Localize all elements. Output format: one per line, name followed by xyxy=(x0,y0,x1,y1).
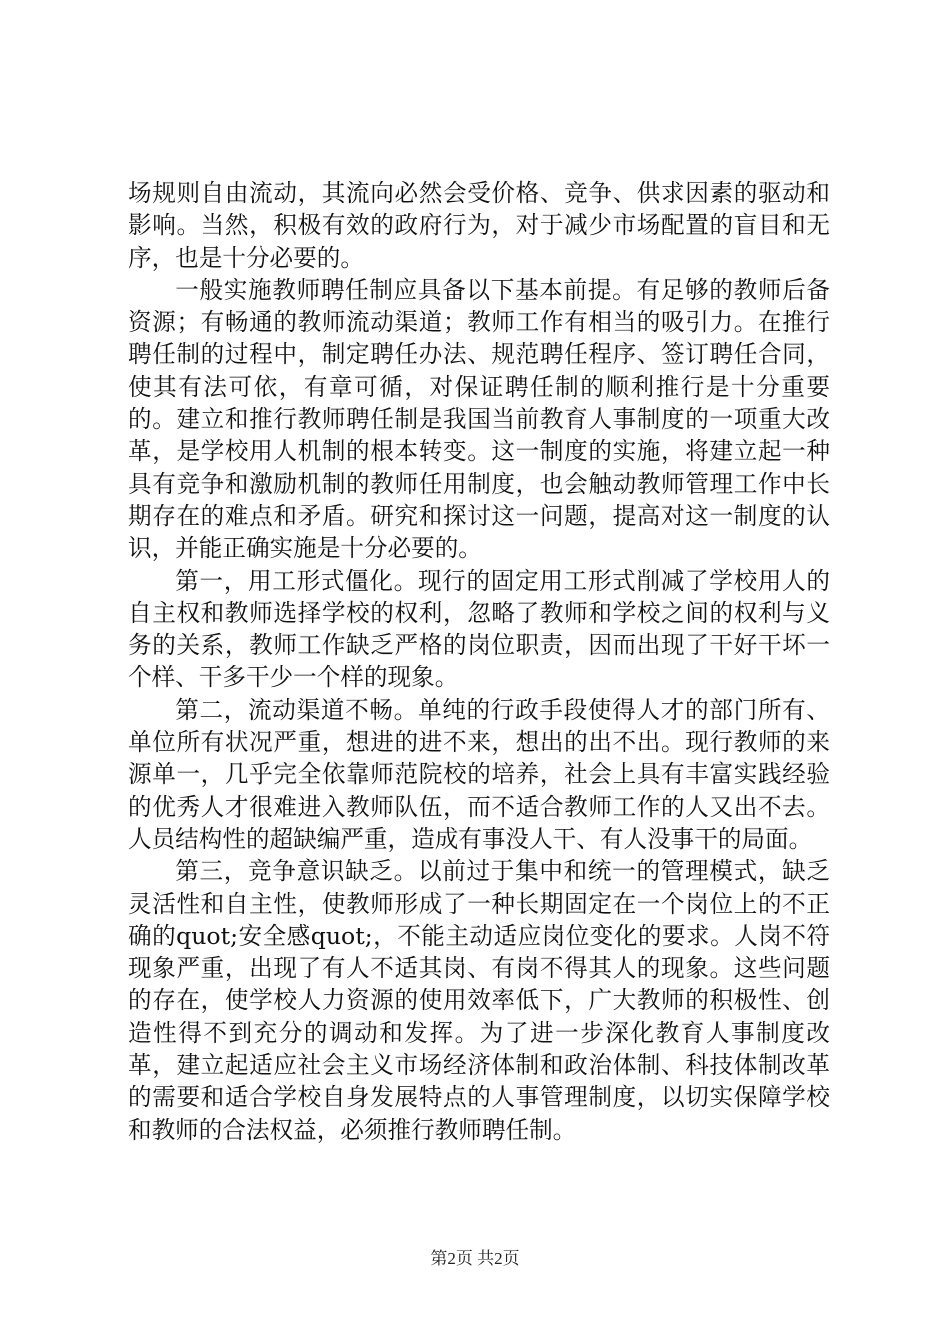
document-body xyxy=(128,177,830,1146)
paragraph-third-point: 第三，竞争意识缺乏。以前过于集中和统一的管理模式，缺乏灵活性和自主性，使教师形成了一种长期固定在一个岗位上的不正确的quot;安全感quot;，不能主动适应岗位变化的要求。人岗不符现象严重，出现了有人不适其岗、有岗不得其人的现象。这些问题的存在，使学校人力资源的使用效率低下，广大教师的积极性、创造性得不到充分的调动和发挥。为了进一步深化教育人事制度改革，建立起适应社会主义市场经济体制和政治体制、科技体制改革的需要和适合学校自身发展特点的人事管理制度，以切实保障学校和教师的合法权益，必须推行教师聘任制。 xyxy=(128,857,830,1144)
paragraph-continuation: 场规则自由流动，其流向必然会受价格、竞争、供求因素的驱动和影响。当然，积极有效的政府行为，对于减少市场配置的盲目和无序，也是十分必要的。 xyxy=(128,179,830,272)
paragraph-second-point: 第二，流动渠道不畅。单纯的行政手段使得人才的部门所有、单位所有状况严重，想进的进不来，想出的出不出。现行教师的来源单一，几乎完全依靠师范院校的培养，社会上具有丰富实践经验的优秀人才很难进入教师队伍，而不适合教师工作的人又出不去。人员结构性的超缺编严重，造成有事没人干、有人没事干的局面。 xyxy=(128,695,830,853)
page-number-footer: 第2页 共2页 xyxy=(430,1249,520,1268)
paragraph-prerequisites: 一般实施教师聘任制应具备以下基本前提。有足够的教师后备资源；有畅通的教师流动渠道；教师工作有相当的吸引力。在推行聘任制的过程中，制定聘任办法、规范聘任程序、签订聘任合同，使其有法可依，有章可循，对保证聘任制的顺利推行是十分重要的。建立和推行教师聘任制是我国当前教育人事制度的一项重大改革，是学校用人机制的根本转变。这一制度的实施，将建立起一种具有竞争和激励机制的教师任用制度，也会触动教师管理工作中长期存在的难点和矛盾。研究和探讨这一问题，提高对这一制度的认识，并能正确实施是十分必要的。 xyxy=(128,275,830,563)
paragraph-first-point: 第一，用工形式僵化。现行的固定用工形式削减了学校用人的自主权和教师选择学校的权利，忽略了教师和学校之间的权利与义务的关系，教师工作缺乏严格的岗位职责，因而出现了干好干坏一个样、干多干少一个样的现象。 xyxy=(128,566,830,692)
